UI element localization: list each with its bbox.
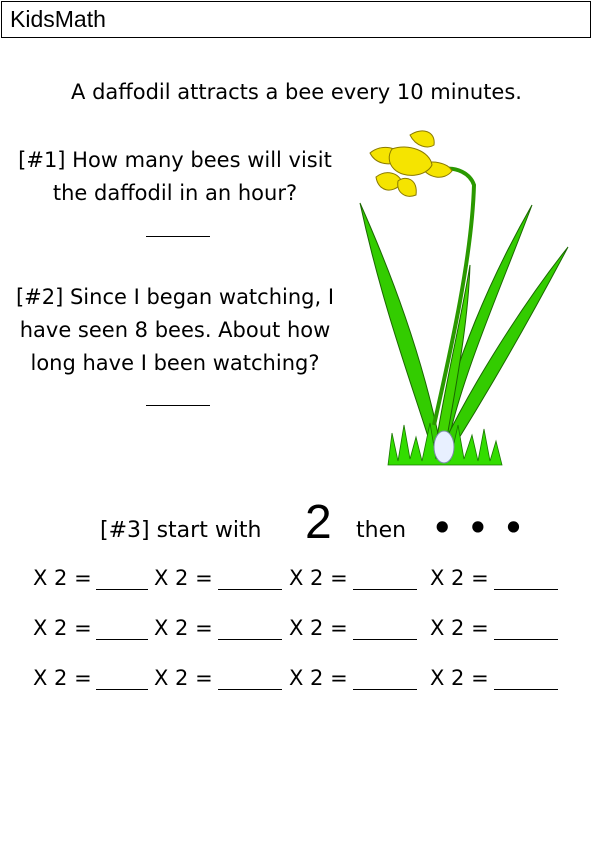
grid-cell-label: X 2 = (154, 666, 213, 690)
grid-answer-blank[interactable] (218, 689, 282, 690)
stem-base (434, 431, 454, 463)
grid-answer-blank[interactable] (218, 589, 282, 590)
grid-answer-blank[interactable] (494, 589, 558, 590)
then-label: then (356, 518, 407, 543)
grid-cell-label: X 2 = (33, 616, 92, 640)
grid-cell-label: X 2 = (33, 566, 92, 590)
grid-answer-blank[interactable] (494, 639, 558, 640)
site-title: KidsMath (10, 6, 106, 32)
grid-answer-blank[interactable] (494, 689, 558, 690)
grid-cell-label: X 2 = (430, 566, 489, 590)
grid-cell-label: X 2 = (289, 566, 348, 590)
grid-answer-blank[interactable] (96, 689, 148, 690)
start-number: 2 (305, 496, 332, 549)
grid-cell-label: X 2 = (430, 666, 489, 690)
ellipsis-dots: • • • (432, 509, 526, 547)
intro-sentence: A daffodil attracts a bee every 10 minutes. (71, 80, 522, 104)
question-2-line: long have I been watching? (30, 351, 320, 375)
grid-row (0, 666, 593, 706)
grid-answer-blank[interactable] (96, 589, 148, 590)
grid-cell-label: X 2 = (154, 616, 213, 640)
question-2 (5, 281, 345, 380)
question-3 (0, 495, 593, 555)
answer-blank-2[interactable] (146, 405, 210, 406)
grid-answer-blank[interactable] (96, 639, 148, 640)
grid-row (0, 616, 593, 656)
grid-cell-label: X 2 = (289, 616, 348, 640)
grid-answer-blank[interactable] (218, 639, 282, 640)
question-1-line: [#1] How many bees will visit (18, 148, 332, 172)
grid-cell-label: X 2 = (289, 666, 348, 690)
question-3-label: [#3] start with (100, 518, 262, 543)
grid-answer-blank[interactable] (353, 689, 417, 690)
grid-cell-label: X 2 = (430, 616, 489, 640)
page-header (1, 1, 591, 38)
grid-cell-label: X 2 = (33, 666, 92, 690)
grid-answer-blank[interactable] (353, 589, 417, 590)
grid-row (0, 566, 593, 606)
question-2-line: [#2] Since I began watching, I (15, 285, 335, 309)
daffodil-head (370, 131, 452, 196)
daffodil-flower-icon (352, 125, 572, 475)
answer-blank-1[interactable] (146, 236, 210, 237)
question-2-line: have seen 8 bees. About how (19, 318, 331, 342)
leaf (360, 203, 440, 443)
grid-answer-blank[interactable] (353, 639, 417, 640)
question-1-line: the daffodil in an hour? (52, 181, 298, 205)
grid-cell-label: X 2 = (154, 566, 213, 590)
question-1 (5, 144, 345, 210)
